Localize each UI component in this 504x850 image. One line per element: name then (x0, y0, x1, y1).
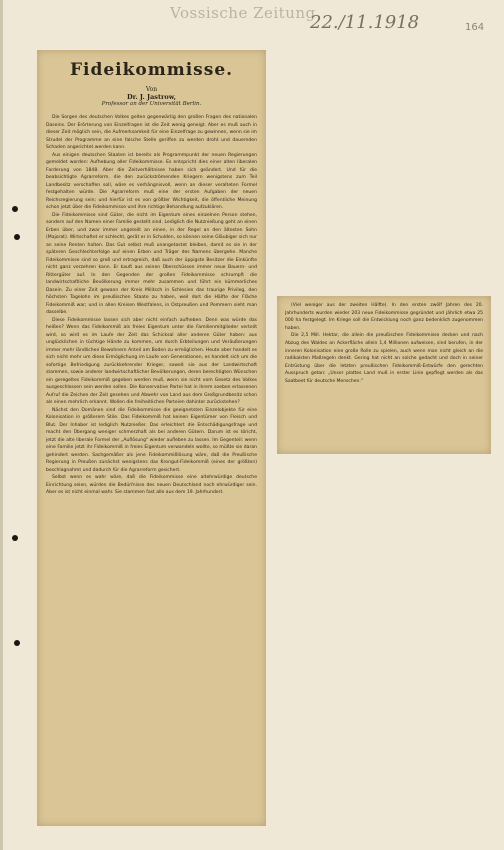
page-edge (0, 0, 3, 850)
article-paragraph: Nächst den Domänen sind die Fideikommisse die geeignetsten Einzelobjekte für eine Kolonisation in größerem Stile. Das Fideikommiß hat keinen Eigentümer von Fleisch und Blut. Der Inhaber ist lediglich Nutznießer. Das erleichtert die Entschädigungsfrage und macht den Übergang weniger schmerzhaft als bei anderen Gütern. Darum ist es töricht, jetzt die alte liberale Formel der „Auflösung" wieder aufleben zu lassen. Im Gegenteil: wenn eine Familie jetzt ihr Fideikommiß in freies Eigentum verwandeln wollte, so müßte sie daran gehindert werden. Sachgemäßer als jene Fideikommißlösung wäre, daß die Preußische Regierung in Preußen zunächst wenigstens das Krongut-Fideikommiß (eines der größten) beschlagnahmt und dadurch für die Agrarreform gesichert. (46, 407, 257, 473)
author-role: Professor an der Universität Berlin. (101, 101, 202, 107)
punch-hole (12, 535, 18, 541)
author-name: Dr. J. Jastrow, (126, 93, 177, 101)
article-paragraph: Diese Fideikommisse lassen sich aber nicht einfach aufheben. Denn was würde das heißen? Wenn das Fideikommiß als freies Eigentum unter die Familienmitglieder verteilt wird, so wird es im Laufe der Zeit das Schicksal aller anderen Güter haben: aus unglücklichen in tüchtige Hände zu kommen, um durch Erbteilungen und Veräußerungen immer mehr ländlichen Bewohnern Anteil am Boden zu ermöglichen. Heute aber handelt es sich nicht mehr um diese Ermöglichung im Laufe von Generationen, es handelt sich um die sofortige Befriedigung zurückkehrender Krieger, soweit sie aus der Landwirtschaft stammen, sowie anderer landwirtschaftlicher Bevölkerungen, deren berechtigten Wünschen ein geregeltes Fideikommiß gegeben werden muß, wenn sie nicht vom Gesetz des Volkes ausgeschlossen sein werden sollen. Die Konservative Partei hat in ihrem soeben erlassenen Aufruf die Zeichen der Zeit gesehen und Abwehr von Land aus dem Großgrundbesitz schon als einen mehrlich erkannt. Wollen die freiheitlichen Parteien dahinter zurückstehen? (46, 317, 257, 405)
punch-hole (12, 206, 18, 212)
article-paragraph: Aus einigen deutschen Staaten ist bereits als Programmpunkt der neuen Regierungen gemeldet worden: Aufhebung aller Fideikommisse. Es entspricht dies einer alten liberalen Forderung von 1848. Aber die Zeitverhältnisse haben sich geändert. Und für die beabsichtigte Agrarreform, die den zurückströmenden Kriegern wenigstens zum Teil Landbesitz verschaffen soll, wäre es verhängnisvoll, wenn an dieser veralteten Formel festgehalten würde. Die Agrarreform muß eine der ersten Aufgaben der neuen Reichsregierung sein; und hierfür ist es von größter Wichtigkeit, die öffentliche Meinung schon jetzt über die Fideikommisse und ihre richtige Behandlung aufzuklären. (46, 152, 257, 210)
continuation-paragraph: (Viel weniger aus der zweiten Hälfte). In den ersten zwölf Jahren des 20. Jahrhunderts wurden wieder 203 neue Fideikommisse gegründet und jährlich etwa 25 000 ha festgelegt. Im Kriege soll die Entwicklung noch ganz bedenklich zugenommen haben. (285, 303, 483, 331)
folio-number: 164 (465, 22, 485, 33)
continuation-clipping (277, 296, 491, 454)
article-paragraph: Die Sorgen des deutschen Volkes gelten gegenwärtig den großen Fragen des nationalen Daseins. Der Erörterung von Einzelfragen ist die Zeit wenig geneigt. Aber es muß auch in dieser Zeit möglich sein, die Aufmerksamkeit für eine Einzelfrage zu gewinnen, wenn sie im Strudel der Programme an eine falsche Stelle geriffen zu werden droht und dauernden Schaden angerichtet werden kann. (46, 115, 257, 150)
article-paragraph: Die Fideikommisse sind Güter, die nicht im Eigentum eines einzelnen Person stehen, sondern auf den Namen einer Familie gestellt sind. Lediglich die Nutznießung geht an einen Erben über, und zwar immer ungeteilt an einen, in der Regel an den ältesten Sohn (Majorat). Wirtschaftet er schlecht, gerät er in Schulden, so können seine Gläubiger sich nur an seine Renten halten. Das Gut selbst muß unangetastet bleiben, damit es sie in der späteren Geschlechterfolge auf einen Erben und Träger des Namens übergehe. Manche Fideikommisse sind so groß und ertragreich, daß auch der üppigste Besitzer die Einkünfte nicht ganz verzehren kann. Er kauft aus seinen Überschüssen immer neue Bauern- und Rittergüter auf. In den Gegenden der großen Fideikommisse schrumpft die landwirtschaftliche Bevölkerung immer mehr zusammen und führt ein kümmerliches Dasein. Zu einer Zeit gewann der Kreis Militsch in Schlesien das traurige Privileg, den höchsten Tagelohn im preußischen Staate zu haben, weil dort die Hälfte der Fläche Fideikommiß war; und in allen Kreisen Westfalens, in Ostpreußen und Pommern sieht man dasselbe. (46, 212, 257, 315)
continuation-paragraph: Die 2,5 Mill. Hektar, die allein die preußischen Fideikommisse decken und nach Abzug des Waldes an Ackerfläche allein 1,4 Millionen aufweisen, sind berufen, in der inneren Kolonisation eine große Rolle zu spielen, auch wenn man nicht gleich an die radikalsten Maßregeln denkt. Gering hat nicht an solche gedacht und doch in seiner Entrüstung über die letzten preußischen Fideikommiß-Entwürfe den gerechten Ausspruch getan: „Unser plattes Land muß in erster Linie gepflegt werden als das Saatbeet für deutsche Menschen." (285, 333, 483, 384)
byline-von: Von (145, 86, 158, 93)
article-clipping (37, 50, 266, 826)
punch-hole (14, 234, 20, 240)
article-body (46, 114, 257, 820)
newspaper-masthead: Vossische Zeitung (170, 4, 316, 22)
punch-hole (14, 640, 20, 646)
article-paragraph: Selbst wenn es wahr wäre, daß die Fideikommisse eine altehrwürdige deutsche Einrichtung seien, würden die Bedürfnisse des neuen Deutschland noch ehrwürdiger sein. Aber es ist nicht einmal wahr. Sie stammen fast alle aus dem 19. Jahrhundert. (46, 475, 257, 495)
article-title: Fideikommisse. (69, 60, 234, 80)
continuation-body (285, 302, 483, 450)
handwritten-date: 22./11.1918 (310, 12, 420, 33)
page-header (170, 4, 470, 32)
